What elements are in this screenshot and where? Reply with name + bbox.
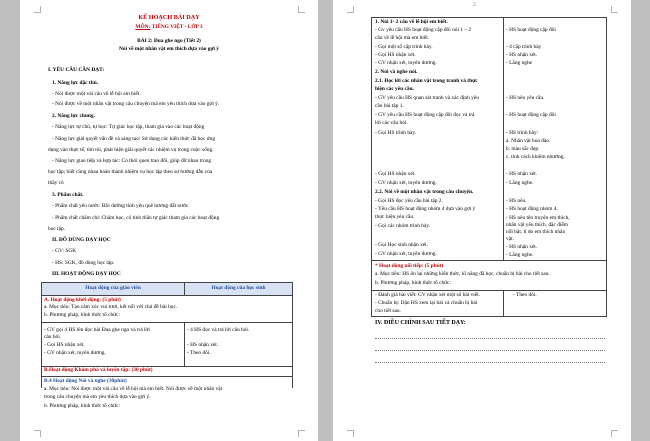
- student-step: - HS nêu.: [506, 198, 527, 204]
- table-border: [606, 17, 607, 317]
- student-step: b. màu sắc đẹp.: [506, 146, 540, 152]
- table-border: [41, 282, 293, 283]
- table-border: [371, 17, 372, 317]
- teacher-step: - Gọi các nhóm trình bày.: [375, 223, 431, 229]
- table-border: [371, 290, 607, 291]
- subject-name: TIẾNG VIỆT - LỚP 3: [150, 24, 203, 30]
- table-border: [371, 316, 607, 317]
- teacher-step: thực hiện yêu cầu.: [375, 214, 415, 220]
- section-IV-heading: IV. ĐIỀU CHỈNH SAU TIẾT DẠY:: [375, 320, 466, 326]
- teacher-step: - Chuẩn bị: Dặn HS xem lại bài và chuẩn bị bài: [375, 300, 478, 306]
- student-step: - Lắng nghe: [506, 60, 533, 66]
- text-line: b. Phương pháp, hình thức tổ chức:: [44, 312, 120, 318]
- text-line: - Năng lực giải quyết vấn đề và sáng tạo: Sử dụng các kiến thức đã học ứng: [52, 136, 216, 142]
- text-line: dụng vào thực tế, tìm tòi, phát hiện giải quyết các nhiệm vụ trong cuộc sống.: [48, 147, 214, 153]
- text-line: - Nói được một vài câu về lễ hội em biết.: [52, 91, 141, 97]
- corner-mark: [34, 430, 41, 437]
- text-line: a. Mục tiêu: Tạo cảm xúc vui tươi, kết nối với chủ đề bài học.: [44, 304, 178, 310]
- lesson-title: BÀI 2: Đua ghe ngo (Tiết 2): [137, 38, 201, 44]
- student-step: - HS hoạt động cặp đôi: [506, 112, 556, 118]
- student-step: nhân vật yêu thích, đặc điểm: [506, 222, 568, 228]
- student-step: - 4 cặp trình bày: [506, 44, 542, 50]
- text-line: - GV: SGK: [52, 248, 77, 254]
- student-step: - HS nhận xét.: [187, 342, 219, 348]
- teacher-step: - GV yêu cầu HS hoạt động cặp đôi đọc và trả: [375, 112, 475, 118]
- teacher-step: - GV nhận xét, tuyên dương.: [375, 60, 437, 66]
- followup-activity-title: * Hoạt động nối tiếp: (5 phút): [375, 263, 444, 269]
- student-step: - HS hoạt động cặp đôi: [506, 27, 556, 33]
- page-number: 2: [473, 2, 476, 8]
- student-step: - HS nêu tên truyện em thích,: [506, 215, 570, 221]
- student-step: vật.: [506, 236, 514, 242]
- text-line: học tập.: [48, 226, 66, 232]
- dotted-line: [375, 362, 605, 363]
- teacher-step: - Yêu cầu HS hoạt động nhóm 4 dựa vào gợi ý: [375, 206, 476, 212]
- document-page-1: [20, 0, 318, 441]
- text-line: - Phẩm chất yêu nước: Bồi dưỡng tình yêu quê hương đất nước.: [52, 203, 190, 209]
- teacher-step: cho tiết sau.: [375, 308, 401, 314]
- text-line: - Phẩm chất chăm chỉ: Chăm học, có tinh thần tự giác tham gia các hoạt động: [52, 215, 220, 221]
- teacher-step: - GV nhận xét, tuyên dương.: [375, 180, 437, 186]
- student-step: - Theo dõi.: [513, 292, 537, 298]
- text-line: trong câu chuyện mà em yêu thích dựa vào gợi ý.: [44, 394, 151, 400]
- table-border: [184, 322, 185, 367]
- text-line: b. Phương pháp, hình thức tổ chức:: [375, 280, 451, 286]
- text-line: thầy cô: [48, 180, 64, 186]
- task-2-1-heading: 2.1. Đọc lời các nhân vật trong tranh và thực: [375, 78, 478, 84]
- plan-title: KẾ HOẠCH BÀI DẠY: [138, 14, 200, 21]
- dotted-line: [375, 350, 605, 351]
- text-line: - HS: SGK, đồ dùng học tập.: [52, 260, 115, 266]
- student-step: - HS trình bày:: [506, 130, 539, 136]
- corner-mark: [347, 430, 354, 437]
- section-I-heading: I. YÊU CẦU CẦN ĐẠT:: [48, 67, 105, 73]
- corner-mark: [298, 6, 305, 13]
- table-border: [503, 290, 504, 317]
- teacher-step: - Gọi HS trình bày.: [375, 130, 417, 136]
- student-step: - HS hoạt động nhóm 4.: [506, 206, 558, 212]
- table-border: [371, 17, 607, 18]
- section-II-heading: II. ĐỒ DÙNG DẠY HỌC: [52, 237, 111, 243]
- teacher-step: - Gọi HS nhận xét.: [44, 342, 85, 348]
- task-2-2-heading: 2.2. Nói về một nhân vật trong câu chuyện.: [375, 189, 474, 195]
- table-border: [41, 295, 293, 296]
- task-1-heading: 1. Nói 1- 2 câu về lễ hội em biết.: [375, 19, 448, 25]
- teacher-step: - GV yêu cầu HS quan sát tranh và xác định yêu: [375, 95, 479, 101]
- table-border: [41, 376, 293, 377]
- student-step: - Theo dõi.: [187, 350, 211, 356]
- corner-mark: [611, 430, 618, 437]
- header-teacher: Hoạt động của giáo viên: [85, 285, 141, 291]
- table-border: [292, 282, 293, 388]
- teacher-step: - Gọi HS nhận xét.: [375, 52, 416, 58]
- student-step: - 4 HS đọc và trả lời câu hỏi.: [187, 327, 250, 333]
- activity-a-title: A. Hoạt động khởi động: (5 phút): [44, 297, 121, 303]
- student-step: - HS nêu yêu cầu.: [506, 95, 545, 101]
- text-line: học tập; biết cùng nhau hoàn thành nhiệm vụ học tập theo sự hướng dẫn của: [48, 169, 213, 175]
- teacher-step: - Gọi Học sinh nhận xét.: [375, 242, 428, 248]
- teacher-step: câu về lễ hội mà em biết.: [375, 35, 430, 41]
- teacher-step: - GV nhận xét, tuyên dương.: [375, 251, 437, 257]
- teacher-step: - Gv yêu cầu HS hoạt động cặp đôi nói 1 – 2: [375, 27, 472, 33]
- teacher-step: - Gọi một số cặp trình bày.: [375, 44, 433, 50]
- dotted-line: [375, 338, 605, 339]
- student-step: c. tính cách khiêm nhường.: [506, 154, 565, 160]
- text-line: b. Phương pháp, hình thức tổ chức:: [44, 403, 120, 409]
- section-III-heading: III. HOẠT ĐỘNG DẠY HỌC: [52, 271, 121, 277]
- student-step: - Lắng nghe.: [506, 180, 534, 186]
- subsection-2-heading: 2. Năng lực chung.: [52, 113, 95, 119]
- subsection-3-heading: 3. Phẩm chất.: [52, 192, 84, 198]
- text-line: - Nói được về một nhân vật trong câu chuyện mà em yêu thích dựa vào gợi ý.: [52, 101, 220, 107]
- subject-line: [20, 24, 318, 31]
- teacher-step: - Đánh giá bài viết: GV nhận xét một số bài viết.: [375, 292, 480, 298]
- teacher-step: - GV nhận xét, tuyên dương.: [44, 350, 106, 356]
- table-border: [41, 282, 42, 388]
- student-step: - HS nhận xét.: [506, 52, 538, 58]
- task-2-heading: 2. Nói và nghe nói.: [375, 69, 418, 75]
- table-border: [371, 260, 607, 261]
- student-step: nổi bật, lí do em thích nhân: [506, 229, 566, 235]
- corner-mark: [611, 6, 618, 13]
- teacher-step: - Gọi HS nhận xét.: [375, 171, 416, 177]
- activity-b-title: B.Hoạt động Khám phá và luyện tập: (30 phút): [44, 367, 153, 373]
- teacher-step: - Gọi HS đọc yêu cầu bài tập 2.: [375, 198, 443, 204]
- student-step: - HS nhận xét.: [506, 171, 538, 177]
- corner-mark: [347, 6, 354, 13]
- text-line: - Năng lực tự chủ, tự học: Tự giác học tập, tham gia vào các hoạt động: [52, 124, 205, 130]
- student-step: - Lắng nghe.: [506, 252, 534, 258]
- teacher-step: câu hỏi.: [44, 334, 62, 340]
- lesson-subtitle: Nói về một nhân vật em thích dựa vào gợi ý: [119, 46, 219, 52]
- document-page-2: [333, 0, 631, 441]
- teacher-step: lời các câu hỏi.: [375, 120, 408, 126]
- task-2-1-heading: hiện các yêu cầu.: [375, 86, 414, 92]
- corner-mark: [34, 6, 41, 13]
- table-border: [503, 17, 504, 261]
- student-step: - HS nhận xét.: [506, 244, 538, 250]
- table-border: [41, 322, 293, 323]
- corner-mark: [298, 430, 305, 437]
- subsection-1-heading: 1. Năng lực đặc thù.: [52, 80, 99, 86]
- subject-label: MÔN:: [135, 24, 151, 30]
- header-student: Hoạt động của học sinh: [211, 285, 266, 291]
- student-step: a. Nhân vật hoa đào.: [506, 138, 551, 144]
- teacher-step: - GV gọi 4 HS lên đọc bài Đua ghe ngo và trả lời: [44, 327, 150, 333]
- text-line: a. Mục tiêu: HS ôn lại những kiến thức, kĩ năng đã học, chuẩn bị bài cho tiết sau.: [375, 271, 550, 277]
- text-line: a. Mục tiêu: Nói được một vài câu về lễ hội mà em biết. Nói được về một nhân vật: [44, 386, 223, 392]
- teacher-step: cầu bài tập 1.: [375, 103, 404, 109]
- activity-b4-title: B.4 Hoạt động Nói và nghe (30phút): [44, 378, 127, 384]
- text-line: - Năng lực giao tiếp và hợp tác: Có thói quen trao đổi, giúp đỡ nhau trong: [52, 158, 212, 164]
